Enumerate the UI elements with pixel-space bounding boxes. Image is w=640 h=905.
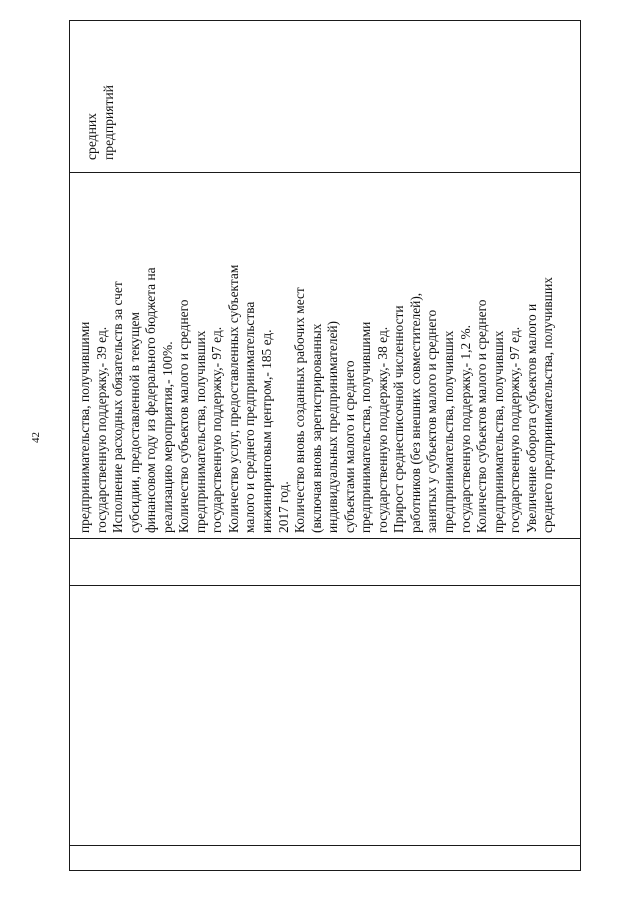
table-border-left	[69, 20, 70, 871]
indicator-line: финансовом году из федерального бюджета на	[143, 267, 159, 533]
indicator-line: субсидии, предоставленной в текущем	[126, 312, 142, 533]
row-divider-status	[69, 172, 581, 173]
indicator-line: предпринимательства, получивших	[490, 330, 506, 533]
status-line: средних	[84, 113, 99, 160]
row-divider-indicators	[69, 538, 581, 539]
row-divider-1	[69, 585, 581, 586]
indicator-line: работников (без внешних совместителей),	[407, 292, 423, 533]
indicator-line: предпринимательства, получившими	[358, 321, 374, 533]
indicator-line: государственную поддержку,- 38 ед.	[374, 326, 390, 533]
indicator-line: предпринимательства, получивших	[441, 330, 457, 533]
indicator-line: Количество вновь созданных рабочих мест	[292, 287, 308, 533]
indicator-line: реализацию мероприятия,- 100%.	[159, 341, 175, 533]
indicator-line: субъектами малого и среднего	[341, 360, 357, 533]
indicator-line: государственную поддержку,- 97 ед.	[209, 326, 225, 533]
indicator-line: государственную поддержку,- 97 ед.	[507, 326, 523, 533]
indicator-line: инжиниринговым центром,- 185 ед.	[259, 329, 275, 533]
indicator-line: занятых у субъектов малого и среднего	[424, 309, 440, 533]
indicator-line: среднего предпринимательства, получивших	[540, 277, 556, 533]
indicator-line: Прирост среднесписочной численности	[391, 305, 407, 533]
indicator-line: Исполнение расходных обязательств за счет	[110, 281, 126, 533]
status-line: предприятий	[100, 85, 116, 160]
indicator-line: государственную поддержку,- 1,2 %.	[457, 324, 473, 533]
indicator-line: предпринимательства, получивших	[192, 330, 208, 533]
indicator-line: 2017 год.	[275, 481, 291, 533]
table-border-top	[69, 20, 581, 21]
indicators-cell	[77, 265, 557, 533]
indicator-line: Количество субъектов малого и среднего	[176, 299, 192, 533]
table-border-right	[580, 20, 581, 871]
table-border-bottom	[69, 870, 581, 871]
indicator-line: (включая вновь зарегистрированных	[308, 323, 324, 533]
indicator-line: малого и среднего предпринимательства	[242, 301, 258, 533]
indicator-line: Количество услуг, предоставленных субъектам	[225, 264, 241, 533]
status-cell	[84, 85, 117, 160]
page-number: 42	[30, 432, 42, 443]
indicator-line: предпринимательства, получившими	[77, 321, 92, 533]
indicator-line: индивидуальных предпринимателей)	[325, 320, 341, 533]
row-divider-2	[69, 845, 581, 846]
indicator-line: государственную поддержку,- 39 ед.	[93, 326, 109, 533]
indicator-line: Увеличение оборота субъектов малого и	[523, 303, 539, 533]
indicator-line: Количество субъектов малого и среднего	[474, 299, 490, 533]
